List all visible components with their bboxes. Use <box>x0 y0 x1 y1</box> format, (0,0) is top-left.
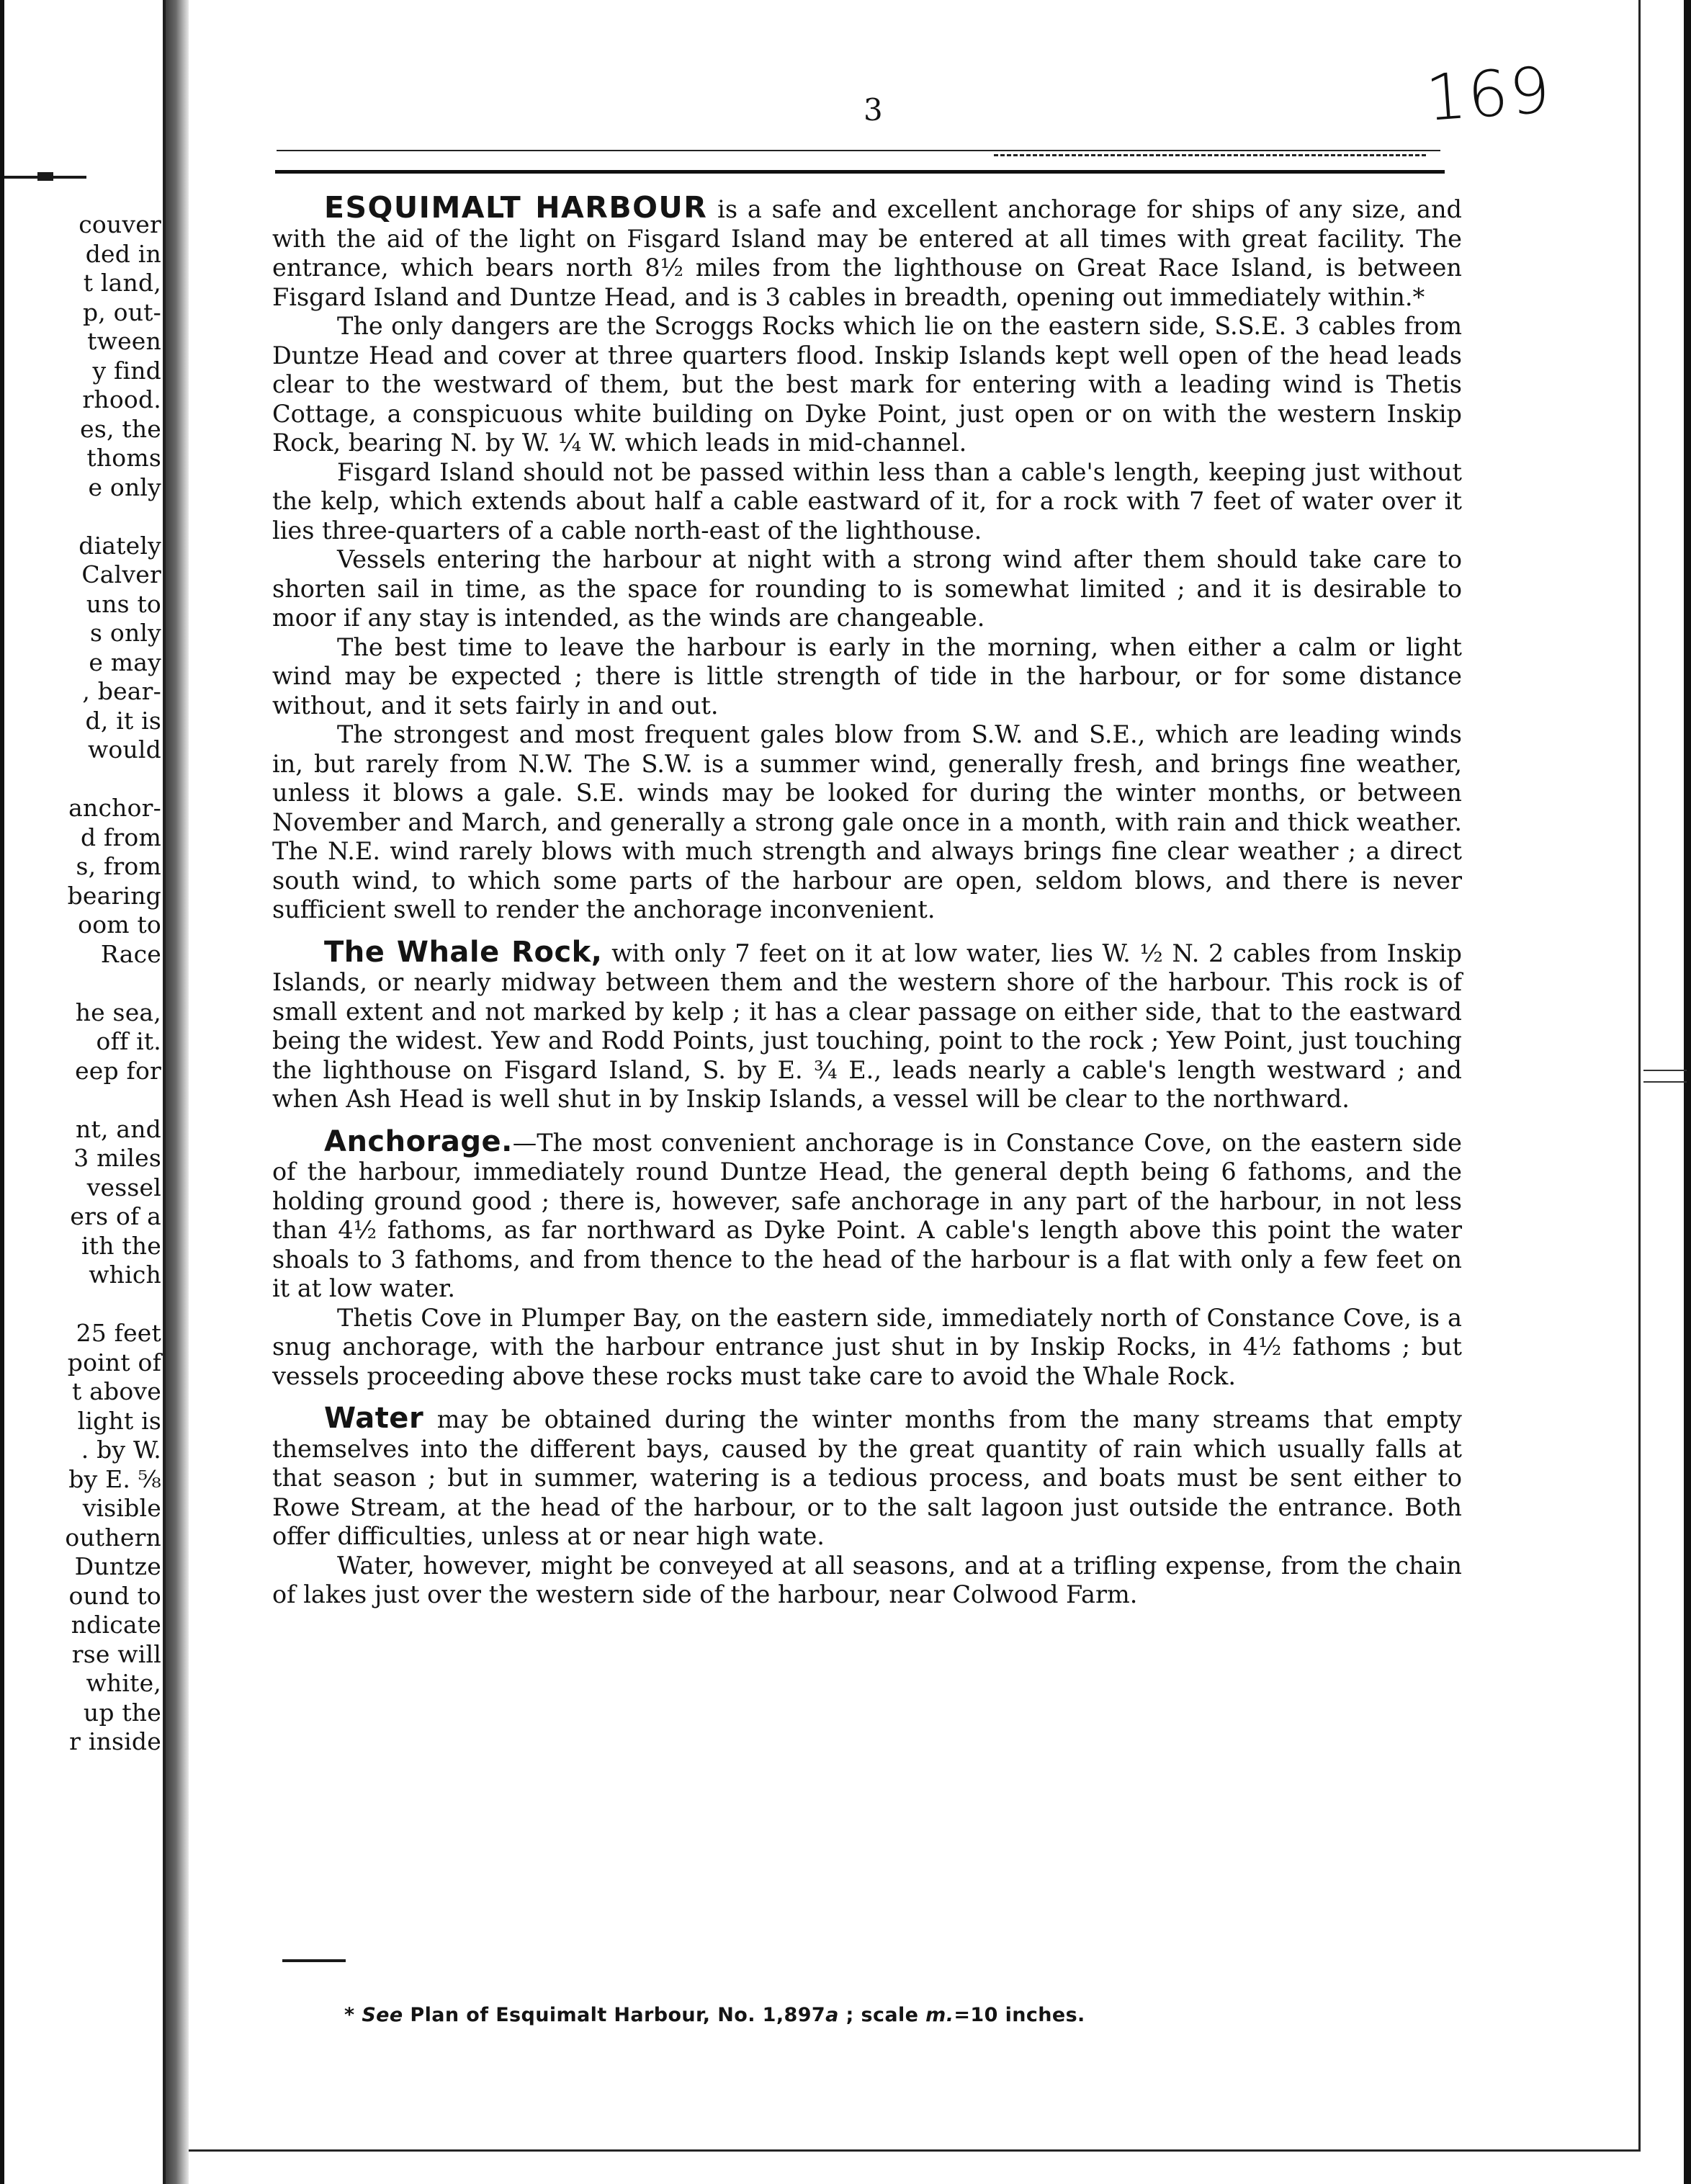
facing-page-line: t above <box>72 1377 161 1405</box>
paragraph-night-entry: Vessels entering the harbour at night with a strong wind after them should take care to shorten sail in time, as the space for rounding to is somewhat limited ; and it is desirable to moor if any stay is intended, as the winds are changeable. <box>272 545 1462 632</box>
page-number: 3 <box>864 92 883 127</box>
handwritten-folio-number: 169 <box>1423 53 1554 135</box>
paragraph-thetis-cove: Thetis Cove in Plumper Bay, on the eastern side, immediately north of Constance Cove, is a snug anchorage, with the harbour entrance just shut in by Inskip Rocks, in 4½ fathoms ; but vessels proceeding above these rocks must take care to avoid the Whale Rock. <box>272 1303 1462 1390</box>
facing-page-line: p, out- <box>82 297 161 326</box>
footnote-text: =10 inches. <box>954 2004 1085 2026</box>
scan-border-right <box>1684 0 1691 2184</box>
facing-page-line: d from <box>81 823 161 851</box>
facing-page-line: would <box>87 735 161 764</box>
footnote-marker: * <box>344 2004 362 2026</box>
facing-page-line: tween <box>87 327 161 355</box>
facing-page-line: vessel <box>86 1173 161 1201</box>
footnote <box>344 2004 1085 2027</box>
facing-page-line: ound to <box>68 1581 161 1610</box>
header-rule-thick <box>275 170 1445 174</box>
footnote-text: ; scale <box>838 2004 926 2026</box>
footnote-scale-unit: m. <box>925 2004 954 2026</box>
facing-page-line: rhood. <box>82 385 161 413</box>
paragraph-text: may be obtained during the winter months from the many streams that empty themselves into the different bays, caused by the great quantity of rain which usually falls at that season ; but in summer, watering is a tedious process, and boats must be sent either to Rowe Stream, at the head of the harbour, or to the salt lagoon just outside the entrance. Both offer difficulties, unless at or near high wate. <box>272 1405 1462 1550</box>
paragraph-gales: The strongest and most frequent gales blow from S.W. and S.E., which are leading winds in, but rarely from N.W. The S.W. is a summer wind, generally fresh, and brings fine weather, unless it blows a gale. S.E. winds may be looked for during the winter months, or between November and March, and generally a strong gale once in a month, with rain and thick weather. The N.E. wind rarely blows with much strength and always brings fine clear weather ; a direct south wind, to which some parts of the harbour are open, seldom blows, and there is never sufficient swell to render the anchorage inconvenient. <box>272 720 1462 923</box>
facing-page-line: Race <box>100 939 161 968</box>
facing-page-line: , bear- <box>82 677 161 705</box>
footnote-see: See <box>362 2004 403 2026</box>
paragraph-text: is a safe and excellent anchorage for ships of any size, and with the aid of the light on Fisgard Island may be entered at all times with great facility. The entrance, which bears north 8½ miles from the lighthouse on Great Race Island, is between Fisgard Island and Duntze Head, and is 3 cables in breadth, opening out immediately within.* <box>272 195 1462 311</box>
facing-page-line: 25 feet <box>76 1319 161 1347</box>
facing-page-line: e may <box>89 648 161 676</box>
facing-page-line: outhern <box>65 1523 161 1552</box>
facing-page-line: anchor- <box>68 794 161 822</box>
facing-page-line: ers of a <box>70 1202 161 1230</box>
facing-page-line: which <box>89 1261 161 1289</box>
facing-page-line: light is <box>77 1406 161 1435</box>
facing-page-line: . by W. <box>81 1436 161 1464</box>
section-anchorage <box>272 1124 1462 1304</box>
page-edge-bottom <box>189 2149 1641 2152</box>
facing-page-line: off it. <box>96 1027 161 1055</box>
heading-whale-rock: The Whale Rock, <box>324 935 603 969</box>
facing-page-line: point of <box>67 1348 161 1377</box>
binding-shadow <box>166 0 189 2184</box>
section-esquimalt-intro <box>272 190 1462 312</box>
facing-page-line: t land, <box>83 269 161 297</box>
facing-page-line: by E. ⅝ <box>68 1464 161 1493</box>
section-water <box>272 1404 1462 1552</box>
paragraph-water-conveyance: Water, however, might be conveyed at all seasons, and at a trifling expense, from the chain of lakes just over the western side of the harbour, near Colwood Farm. <box>272 1551 1462 1608</box>
paragraph-best-time: The best time to leave the harbour is early in the morning, when either a calm or light wind may be expected ; there is little strength of tide in the harbour, or for some distance without, and it sets fairly in and out. <box>272 632 1462 720</box>
facing-page-line: eep for <box>75 1056 161 1085</box>
facing-page-line: ndicate <box>71 1611 161 1639</box>
paragraph-text: —The most convenient anchorage is in Constance Cove, on the eastern side of the harbour, immediately round Duntze Head, the general depth being 6 fathoms, and the holding ground good ; there is, however, safe anchorage in any part of the harbour, in not less than 4½ fathoms, as far northward as Dyke Point. A cable's length above this point the water shoals to 3 fathoms, and from thence to the head of the harbour is a flat with only a few feet on it at low water. <box>272 1128 1462 1302</box>
paragraph-fisgard-island: Fisgard Island should not be passed within less than a cable's length, keeping just without the kelp, which extends about half a cable eastward of it, for a rock with 7 feet of water over it lies three-quarters of a cable north-east of the lighthouse. <box>272 457 1462 545</box>
facing-page-line: Calver <box>81 560 161 588</box>
facing-page-line: thoms <box>86 444 161 472</box>
facing-page-line: 3 miles <box>73 1144 161 1172</box>
footnote-text: Plan of Esquimalt Harbour, No. 1,897 <box>403 2004 826 2026</box>
facing-page-line: couver <box>79 210 161 238</box>
facing-page-line: ith the <box>81 1231 161 1260</box>
facing-page-line: d, it is <box>85 706 161 735</box>
facing-page-line: oom to <box>78 910 161 939</box>
facing-page-line: uns to <box>86 589 161 618</box>
facing-page-line: diately <box>79 531 161 560</box>
facing-page-rule-mark <box>37 172 53 181</box>
facing-page-line: up the <box>83 1698 161 1727</box>
facing-page-line: nt, and <box>76 1114 161 1143</box>
facing-page-line: y find <box>92 356 161 385</box>
facing-page-line: ded in <box>85 239 161 268</box>
facing-page-line: s, from <box>76 852 161 880</box>
facing-page-line: rse will <box>71 1639 161 1668</box>
header-rule-dashed <box>994 154 1426 156</box>
facing-page-line: e only <box>88 473 161 501</box>
facing-page-line: Duntze <box>74 1552 161 1580</box>
facing-page-line: r inside <box>69 1727 161 1755</box>
facing-page-line: white, <box>86 1669 161 1697</box>
paragraph-dangers: The only dangers are the Scroggs Rocks which lie on the eastern side, S.S.E. 3 cables from Duntze Head and cover at three quarters flood. Inskip Islands kept well open of the head leads clear to the westward of them, but the best mark for entering with a leading wind is Thetis Cottage, a conspicuous white building on Dyke Point, just open or on with the western Inskip Rock, bearing N. by W. ¼ W. which leads in mid-channel. <box>272 312 1462 457</box>
page-edge-right <box>1638 0 1641 2150</box>
edge-tab-mark <box>1643 1070 1687 1083</box>
heading-esquimalt-harbour: ESQUIMALT HARBOUR <box>324 190 708 225</box>
heading-water: Water <box>324 1402 424 1435</box>
heading-anchorage: Anchorage. <box>324 1124 513 1158</box>
facing-page-fragment <box>0 0 163 2184</box>
facing-page-line: es, the <box>80 414 161 443</box>
facing-page-line: s only <box>90 619 161 647</box>
footnote-plan-suffix: a <box>825 2004 839 2026</box>
footnote-rule <box>282 1959 346 1962</box>
facing-page-line: he sea, <box>75 998 161 1026</box>
facing-page-line: visible <box>82 1494 161 1522</box>
section-whale-rock <box>272 935 1462 1114</box>
facing-page-line: bearing <box>67 881 161 910</box>
header-rule-thin <box>277 150 1440 151</box>
paragraph-text: with only 7 feet on it at low water, lies W. ½ N. 2 cables from Inskip Islands, or nearly midway between them and the western shore of the harbour. This rock is of small extent and not marked by kelp ; it has a clear passage on either side, that to the eastward being the widest. Yew and Rodd Points, just touching, point to the rock ; Yew Point, just touching the lighthouse on Fisgard Island, S. by E. ¾ E., leads nearly a cable's length westward ; and when Ash Head is well shut in by Inskip Islands, a vessel will be clear to the northward. <box>272 939 1462 1113</box>
main-text-column <box>272 190 1462 1610</box>
